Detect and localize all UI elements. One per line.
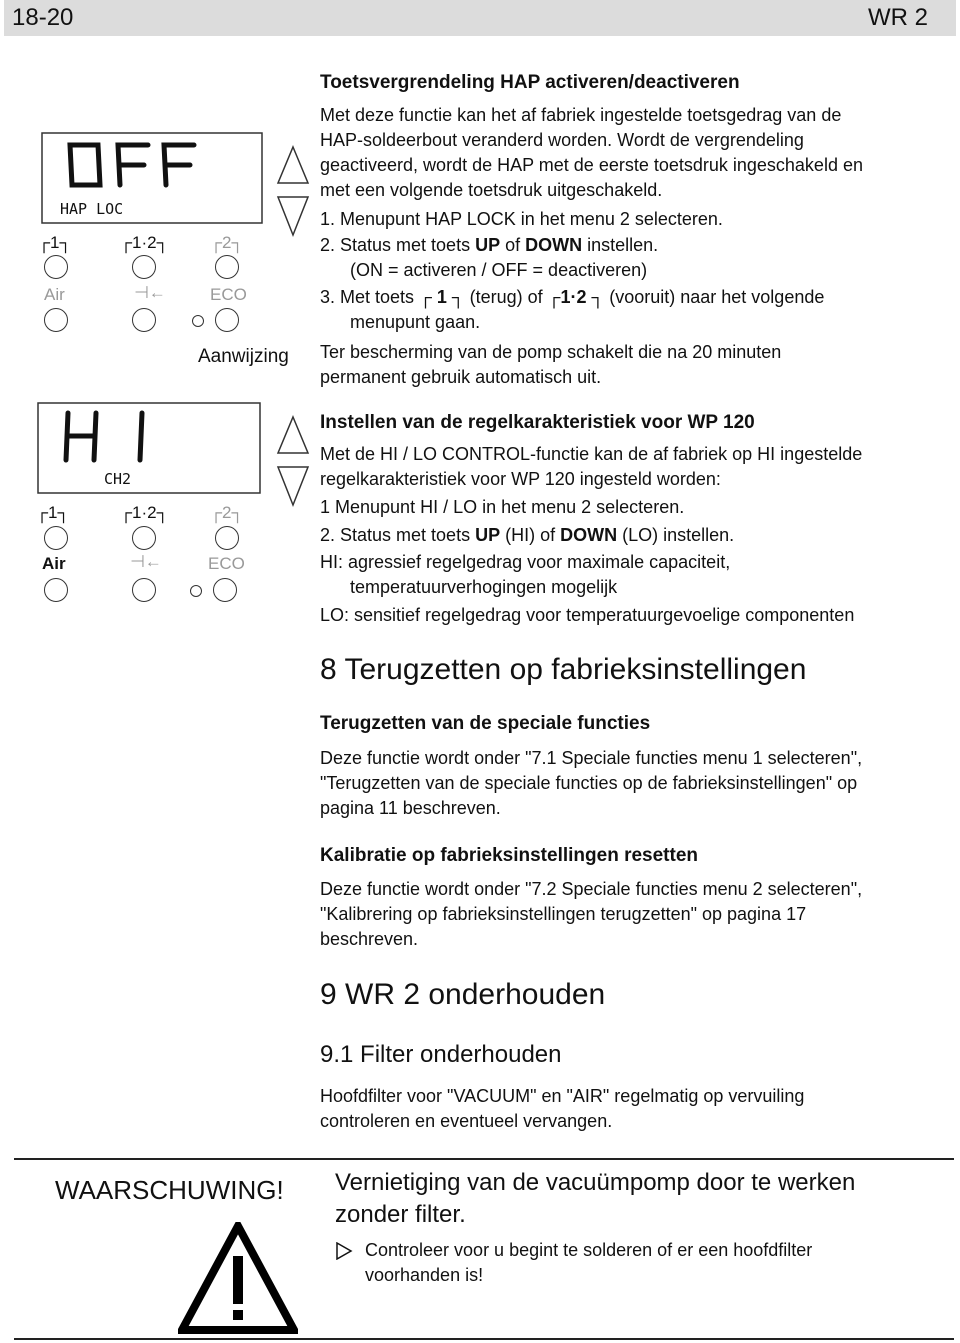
key-1-2-label: ┌1·2┐ (120, 233, 169, 252)
button-1-2[interactable] (132, 255, 156, 279)
pump-icon: ⊣← (130, 552, 162, 571)
paragraph-line: Met de HI / LO CONTROL-functie kan de af fabriek op HI ingestelde (320, 444, 863, 464)
warning-text: Controleer voor u begint te solderen of er een hoofdfilter (365, 1240, 813, 1260)
lcd-display-2 (20, 398, 300, 508)
up-down-arrows-2 (276, 415, 310, 510)
paragraph-line: regelkarakteristiek voor WP 120 ingesteld worden: (320, 469, 721, 489)
subsection-title: Kalibratie op fabrieksinstellingen resetten (320, 845, 698, 866)
button-1-2[interactable] (132, 526, 156, 550)
paragraph-line: controleren en eventueel vervangen. (320, 1111, 613, 1131)
step-2: 2. Status met toets UP (HI) of DOWN (LO) instellen. (320, 525, 735, 545)
paragraph-line: geactiveerd, wordt de HAP met de eerste toetsdruk ingeschakeld en (320, 155, 863, 175)
key-1-2-label: ┌1·2┐ (120, 503, 169, 522)
paragraph-line: beschreven. (320, 929, 419, 949)
paragraph-line: pagina 11 beschreven. (320, 798, 501, 818)
warning-triangle-icon (178, 1222, 298, 1334)
svg-text:CH2: CH2 (104, 470, 132, 488)
down-arrow-icon (278, 197, 308, 235)
up-down-arrows-1 (276, 145, 310, 240)
warning-heading: Vernietiging van de vacuümpomp door te werken (335, 1169, 856, 1196)
paragraph-line: Hoofdfilter voor "VACUUM" en "AIR" regelmatig op vervuiling (320, 1086, 805, 1106)
warning-label: WAARSCHUWING! (55, 1175, 284, 1205)
subsection-title: Terugzetten van de speciale functies (320, 713, 651, 734)
lo-description: LO: sensitief regelgedrag voor temperatuurgevoelige componenten (320, 605, 855, 625)
up-arrow-icon (278, 147, 308, 183)
button-1[interactable] (44, 526, 68, 550)
device-panel-2 (20, 398, 300, 613)
chapter-heading: 9 WR 2 onderhouden (320, 978, 606, 1011)
chapter-heading: 8 Terugzetten op fabrieksinstellingen (320, 653, 807, 686)
warning-bottom-rule (14, 1338, 954, 1340)
hi-description: HI: agressief regelgedrag voor maximale capaciteit, (320, 552, 731, 572)
pump-button[interactable] (132, 308, 156, 332)
key-2-label: ┌2┐ (210, 233, 244, 252)
air-label: Air (44, 285, 65, 304)
eco-led (190, 585, 202, 597)
eco-led (192, 315, 204, 327)
warning-heading-cont: zonder filter. (335, 1201, 466, 1228)
button-1[interactable] (44, 255, 68, 279)
note-line: Ter bescherming van de pomp schakelt die na 20 minuten (320, 342, 782, 362)
eco-button[interactable] (213, 578, 237, 602)
step-2-note: (ON = activeren / OFF = deactiveren) (350, 260, 648, 280)
svg-text:HAP LOC: HAP LOC (60, 200, 124, 218)
section-title: Toetsvergrendeling HAP activeren/deactiveren (320, 72, 740, 93)
paragraph-line: Deze functie wordt onder "7.2 Speciale functies menu 2 selecteren", (320, 879, 863, 899)
air-button[interactable] (44, 308, 68, 332)
subsection-heading: 9.1 Filter onderhouden (320, 1041, 562, 1068)
eco-label: ECO (208, 554, 245, 573)
note-label: Aanwijzing (198, 346, 289, 367)
paragraph-line: met een volgende toetsdruk uitgeschakeld. (320, 180, 663, 200)
paragraph-line: Met deze functie kan het af fabriek ingestelde toetsgedrag van de (320, 105, 842, 125)
page-number: 18-20 (12, 4, 74, 31)
pump-icon: ⊣← (134, 283, 166, 302)
warning-text-cont: voorhanden is! (365, 1265, 484, 1285)
document-title: WR 2 (868, 4, 928, 31)
note-line: permanent gebruik automatisch uit. (320, 367, 602, 387)
eco-label: ECO (210, 285, 247, 304)
eco-button[interactable] (215, 308, 239, 332)
step-2: 2. Status met toets UP of DOWN instellen. (320, 235, 659, 255)
bullet-arrow-icon (335, 1242, 353, 1260)
paragraph-line: HAP-soldeerbout veranderd worden. Wordt de vergrendeling (320, 130, 804, 150)
down-arrow-icon (278, 467, 308, 505)
up-arrow-icon (278, 417, 308, 453)
button-2[interactable] (215, 526, 239, 550)
step-1: 1. Menupunt HAP LOCK in het menu 2 selecteren. (320, 209, 723, 229)
hi-description-cont: temperatuurverhogingen mogelijk (350, 577, 618, 597)
button-2[interactable] (215, 255, 239, 279)
paragraph-line: "Terugzetten van de speciale functies op de fabrieksinstellingen" op (320, 773, 858, 793)
air-label: Air (42, 554, 66, 573)
warning-top-rule (14, 1158, 954, 1160)
page-header (4, 0, 956, 36)
pump-button[interactable] (132, 578, 156, 602)
paragraph-line: "Kalibrering op fabrieksinstellingen terugzetten" op pagina 17 (320, 904, 807, 924)
step-1: 1 Menupunt HI / LO in het menu 2 selecteren. (320, 497, 685, 517)
paragraph-line: Deze functie wordt onder "7.1 Speciale functies menu 1 selecteren", (320, 748, 863, 768)
key-1-label: ┌1┐ (38, 233, 72, 252)
key-1-label: ┌1┐ (36, 503, 70, 522)
step-3: 3. Met toets ┌ 1 ┐ (terug) of ┌1·2 ┐ (vooruit) naar het volgende (320, 287, 825, 307)
section-title: Instellen van de regelkarakteristiek voor WP 120 (320, 412, 755, 433)
step-3-cont: menupunt gaan. (350, 312, 481, 332)
key-2-label: ┌2┐ (210, 503, 244, 522)
device-panel-1 (20, 125, 300, 340)
air-button[interactable] (44, 578, 68, 602)
